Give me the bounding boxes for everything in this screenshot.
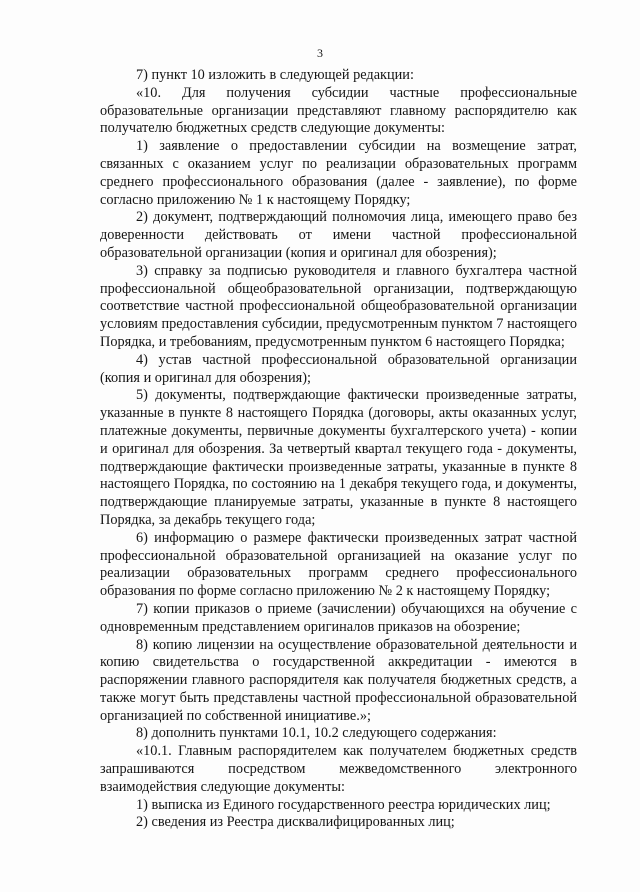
paragraph-doc-3: 3) справку за подписью руководителя и главного бухгалтера частной профессиональной общеобразовательной организации, подтверждающую соответствие частной профессиональной общеобразовательной организации условиям предоставления субсидии, предусмотренным пунктом 7 настоящего Порядка, и требованиям, предусмотренным пунктом 6 настоящего Порядка; bbox=[100, 262, 577, 350]
paragraph-doc-5: 5) документы, подтверждающие фактически произведенные затраты, указанные в пункте 8 настоящего Порядка (договоры, акты оказанных услуг, платежные документы, первичные документы бухгалтерского учета) - копии и оригинал для обозрения. За четвертый квартал текущего года - документы, подтверждающие фактически произведенные затраты, указанные в пункте 8 настоящего Порядка, по состоянию на 1 декабря текущего года, и документы, подтверждающие планируемые затраты, указанные в пункте 8 настоящего Порядка, за декабрь текущего года; bbox=[100, 387, 577, 528]
paragraph-doc-6: 6) информацию о размере фактически произведенных затрат частной профессиональной образовательной организацией на оказание услуг по реализации образовательных программ среднего профессионального образования по форме согласно приложению № 2 к настоящему Порядку; bbox=[100, 529, 577, 600]
paragraph-doc-1: 1) заявление о предоставлении субсидии на возмещение затрат, связанных с оказанием услуг по реализации образовательных программ среднего профессионального образования (далее - заявление), по форме согласно приложению № 1 к настоящему Порядку; bbox=[100, 138, 577, 208]
paragraph-doc-2: 2) документ, подтверждающий полномочия лица, имеющего право без доверенности действовать от имени частной профессиональной образовательной организации (копия и оригинал для обозрения); bbox=[100, 209, 577, 261]
paragraph-item-8: 8) дополнить пунктами 10.1, 10.2 следующего содержания: bbox=[136, 725, 497, 742]
paragraph-doc-8: 8) копию лицензии на осуществление образовательной деятельности и копию свидетельства о государственной аккредитации - имеются в распоряжении главного распорядителя как получателя бюджетных средств, а также могут быть представлены частной профессиональной образовательной организацией по собственной инициативе.»; bbox=[100, 636, 577, 724]
document-body bbox=[100, 67, 577, 832]
page-number: 3 bbox=[317, 46, 323, 60]
paragraph-request-2: 2) сведения из Реестра дисквалифицированных лиц; bbox=[136, 814, 455, 831]
paragraph-clause-10-1: «10.1. Главным распорядителем как получателем бюджетных средств запрашиваются посредством межведомственного электронного взаимодействия следующие документы: bbox=[100, 743, 577, 795]
paragraph-doc-7: 7) копии приказов о приеме (зачислении) обучающихся на обучение с одновременным представлением оригиналов приказов на обозрение; bbox=[100, 600, 577, 635]
paragraph-clause-10: «10. Для получения субсидии частные профессиональные образовательные организации представляют главному распорядителю как получателю бюджетных средств следующие документы: bbox=[100, 84, 577, 137]
paragraph-item-7: 7) пункт 10 изложить в следующей редакции: bbox=[136, 67, 414, 83]
paragraph-doc-4: 4) устав частной профессиональной образовательной организации (копия и оригинал для обозрения); bbox=[100, 351, 577, 386]
paragraph-request-1: 1) выписка из Единого государственного реестра юридических лиц; bbox=[136, 796, 551, 813]
